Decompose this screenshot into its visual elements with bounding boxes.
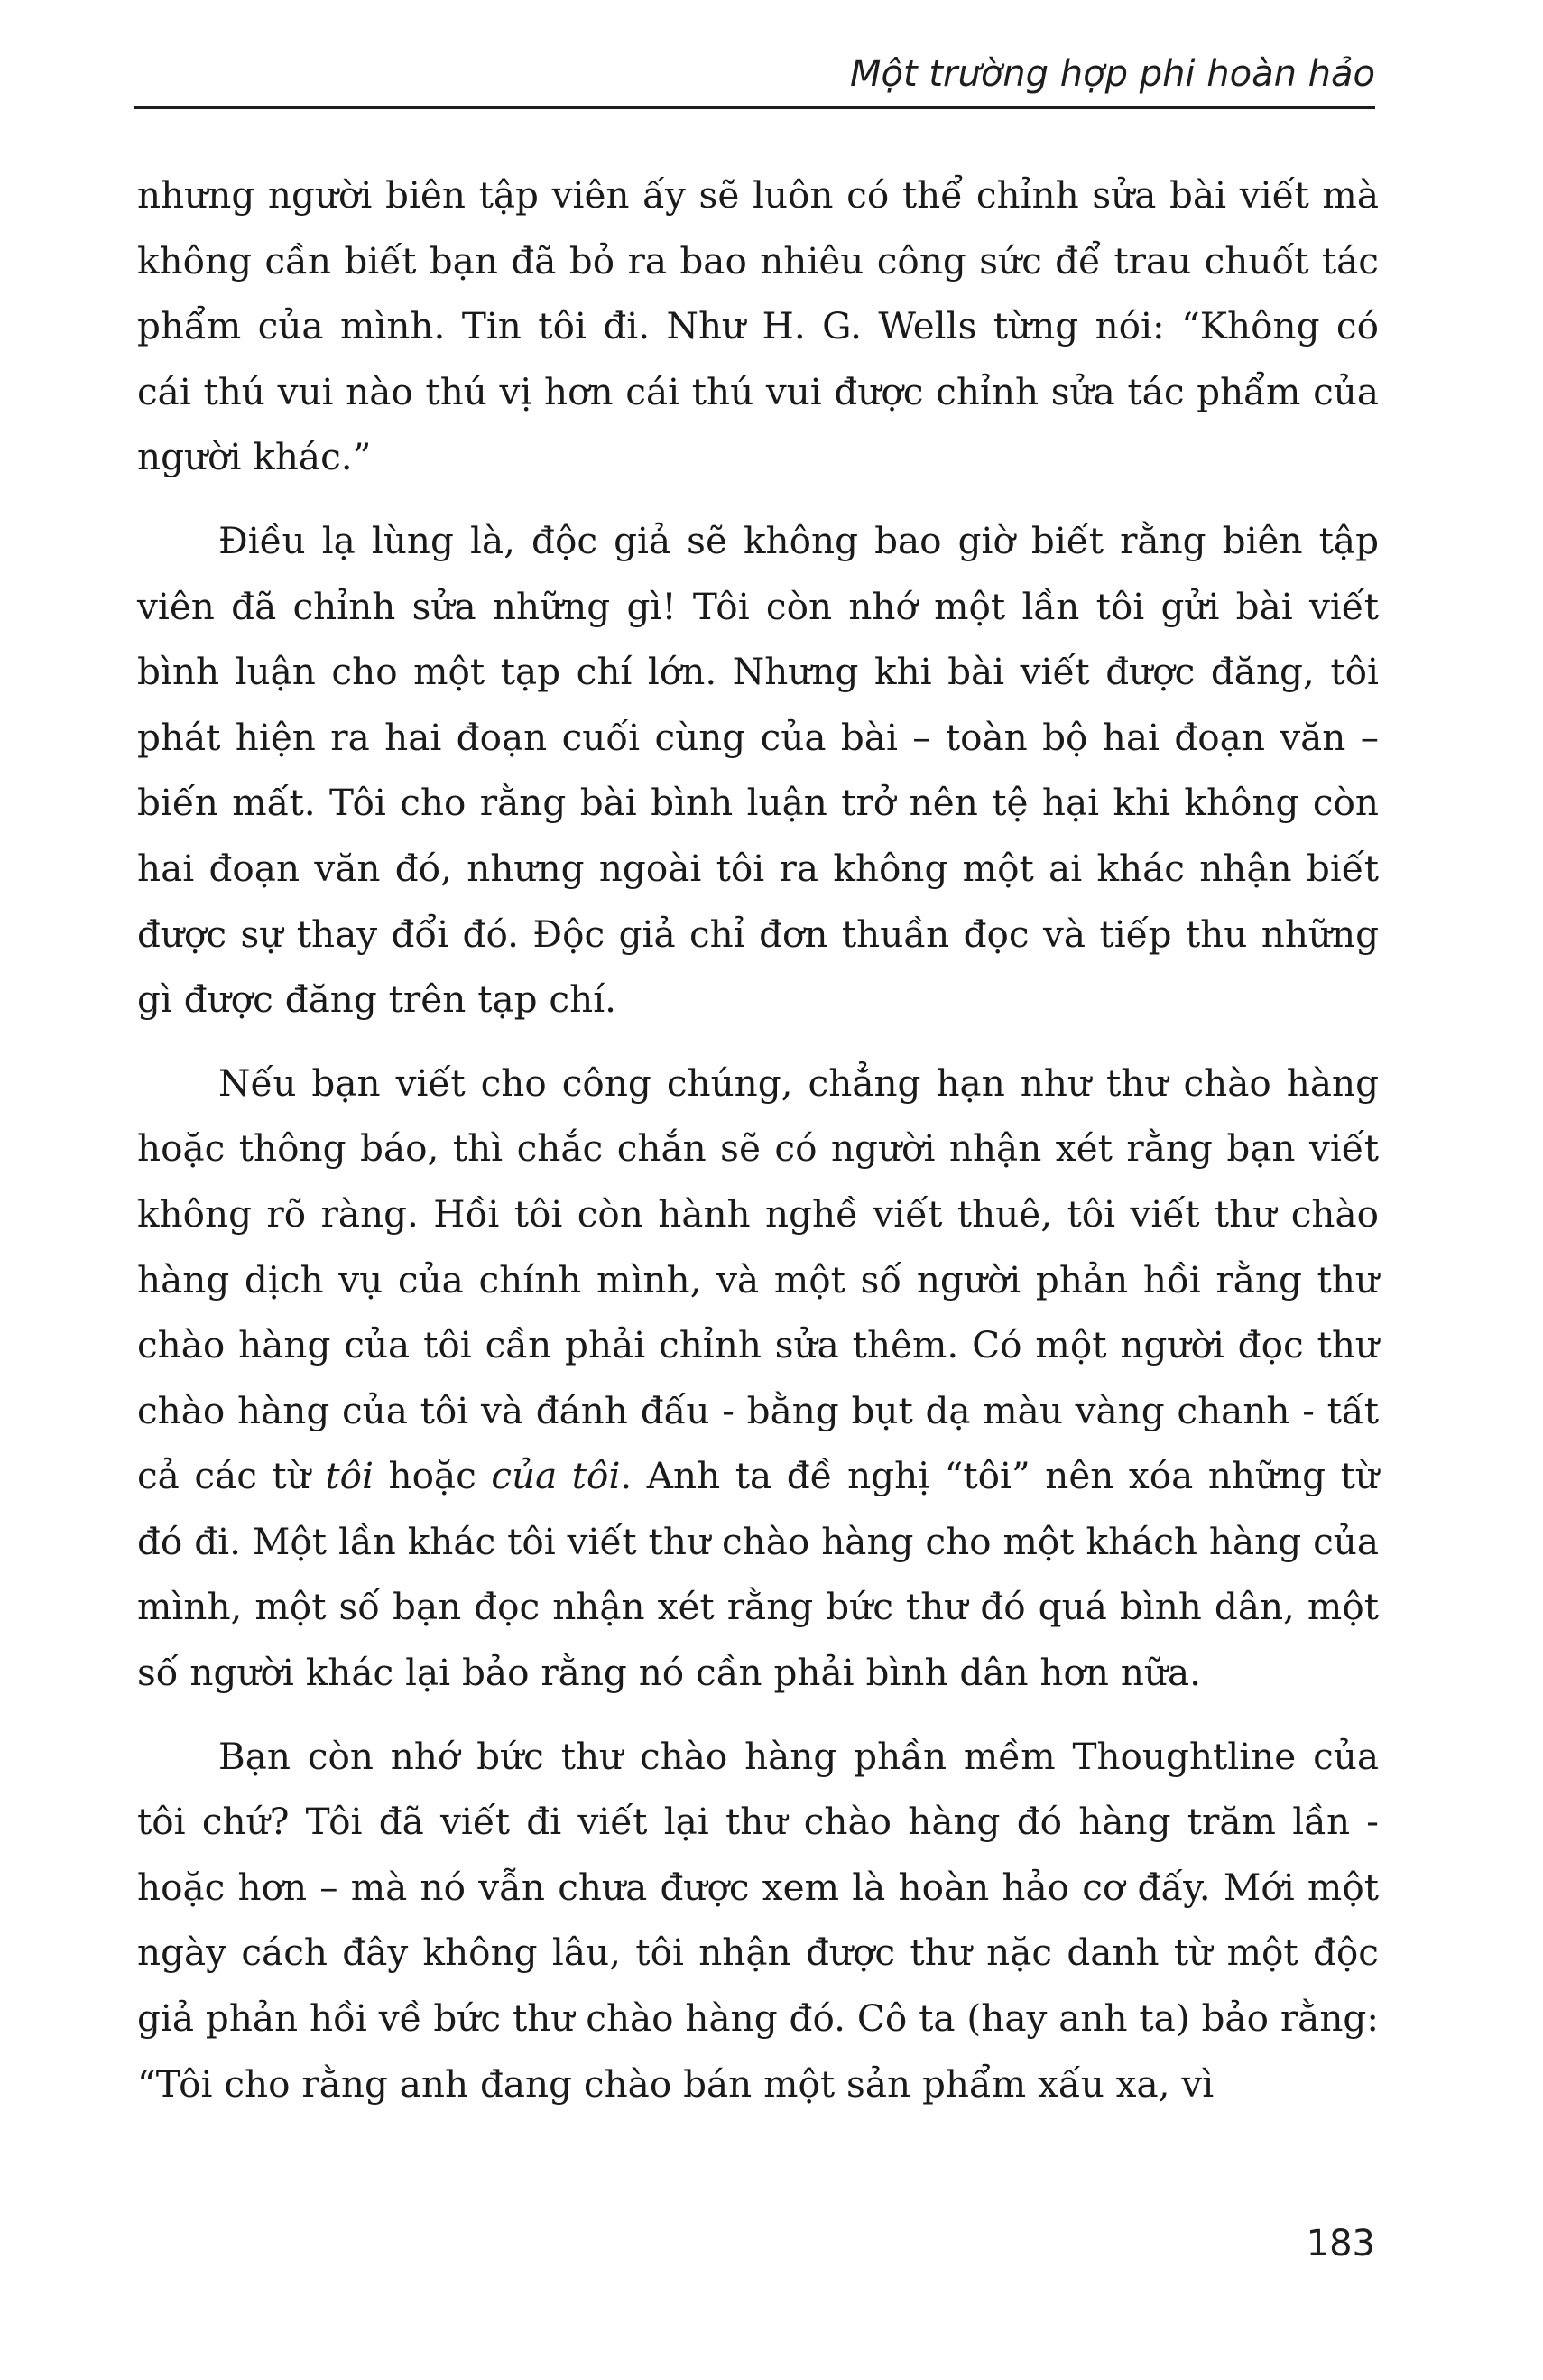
header-rule [134,106,1375,109]
running-header [134,47,1375,110]
paragraph-3-part-3: . Anh ta đề nghị “tôi” nên xóa những từ đó đi. Một lần khác tôi viết thư chào hàng cho một khách hàng của mình, một số bạn đọc nhận xét rằng bức thư đó quá bình dân, một số người khác lại bảo rằng nó cần phải bình dân hơn nữa. [137,1454,1379,1695]
paragraph-1: nhưng người biên tập viên ấy sẽ luôn có thể chỉnh sửa bài viết mà không cần biết bạn đã bỏ ra bao nhiêu công sức để trau chuốt tác phẩm của mình. Tin tôi đi. Như H. G. Wells từng nói: “Không có cái thú vui nào thú vị hơn cái thú vui được chỉnh sửa tác phẩm của người khác.” [137,173,1379,479]
paragraph-3-emphasis-1: tôi [325,1454,374,1498]
paragraph-3 [137,1051,1379,1706]
paragraph-4: Bạn còn nhớ bức thư chào hàng phần mềm Thoughtline của tôi chứ? Tôi đã viết đi viết lại thư chào hàng đó hàng trăm lần - hoặc hơn – mà nó vẫn chưa được xem là hoàn hảo cơ đấy. Mới một ngày cách đây không lâu, tôi nhận được thư nặc danh từ một độc giả phản hồi về bức thư chào hàng đó. Cô ta (hay anh ta) bảo rằng: “Tôi cho rằng anh đang chào bán một sản phẩm xấu xa, vì [137,1734,1379,2106]
paragraph-2: Điều lạ lùng là, độc giả sẽ không bao giờ biết rằng biên tập viên đã chỉnh sửa những gì! Tôi còn nhớ một lần tôi gửi bài viết bình luận cho một tạp chí lớn. Nhưng khi bài viết được đăng, tôi phát hiện ra hai đoạn cuối cùng của bài – toàn bộ hai đoạn văn – biến mất. Tôi cho rằng bài bình luận trở nên tệ hại khi không còn hai đoạn văn đó, nhưng ngoài tôi ra không một ai khác nhận biết được sự thay đổi đó. Độc giả chỉ đơn thuần đọc và tiếp thu những gì được đăng trên tạp chí. [137,518,1379,1022]
paragraph-3-part-1: Nếu bạn viết cho công chúng, chẳng hạn như thư chào hàng hoặc thông báo, thì chắc chắn sẽ có người nhận xét rằng bạn viết không rõ ràng. Hồi tôi còn hành nghề viết thuê, tôi viết thư chào hàng dịch vụ của chính mình, và một số người phản hồi rằng thư chào hàng của tôi cần phải chỉnh sửa thêm. Có một người đọc thư chào hàng của tôi và đánh đấu - bằng bụt dạ màu vàng chanh - tất cả các từ [137,1060,1379,1498]
running-title: Một trường hợp phi hoàn hảo [849,53,1375,95]
paragraph-3-emphasis-2: của tôi [491,1454,621,1498]
body-text [137,162,1379,2135]
paragraph-3-part-2: hoặc [373,1454,492,1498]
page-number: 183 [1306,2223,1375,2264]
